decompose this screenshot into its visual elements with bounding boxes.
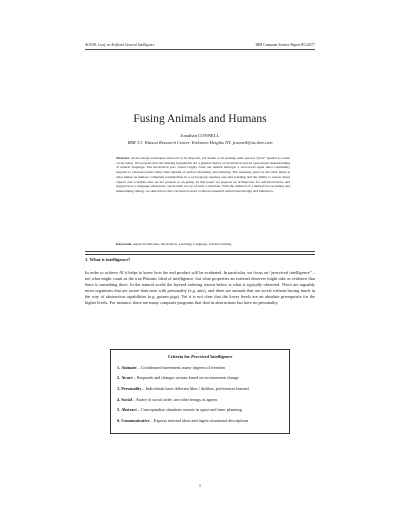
criteria-title-start: Criteria for: [167, 354, 192, 359]
criteria-item-social: [117, 397, 283, 403]
author-name: Jonathan CONNELL: [180, 133, 220, 138]
author-affiliation: IBM T.J. Watson Research Center, Yorktown Heights NY, jconnell@us.ibm.com: [127, 139, 273, 145]
criteria-name: Animate: [121, 364, 137, 370]
criteria-name: Aware: [121, 375, 133, 381]
header-report-number: IBM Computer Science Report RC24377: [255, 43, 315, 47]
criteria-description: – Conceptualize situations remote in space and time, planning: [136, 407, 242, 413]
criteria-description: – Coordinated movement, many degrees of freedom: [136, 364, 225, 370]
criteria-item-abstract: [117, 407, 283, 413]
abstract: [116, 156, 290, 194]
criteria-number: 4.: [117, 396, 121, 402]
criteria-description: – Express internal ideas and ingest situational descriptions: [149, 417, 249, 423]
criteria-number: 5.: [117, 407, 121, 413]
criteria-description: – Individuals have different likes / dislikes, preferences learned: [141, 385, 249, 391]
intro-paragraph: [85, 270, 315, 305]
criteria-description: – Aware of social order, use other beings as agents: [131, 396, 218, 402]
criteria-box: [110, 349, 290, 434]
criteria-number: 2.: [117, 375, 121, 381]
paper-title: Fusing Animals and Humans: [133, 113, 267, 125]
keywords: [116, 242, 290, 247]
criteria-name: Social: [121, 396, 132, 402]
intro-text-rest: intelligence” – not what might count as the true Platonic ideal of intelligence, but what properties an external observer might take as evidence that there is something there. In the natural world the layered ordering shown below is what is typically observed. There are arguably more organisms that are aware than ones with personality (e.g. ants), and there are animals that are social without having much in the way of abstraction capabilities (e.g. guinea pigs). Yet it is not clear that the lower levels are an absolute prerequisite for the higher levels. For instance, there are many computer programs that deal in abstractions but have no personality.: [85, 270, 315, 305]
criteria-item-communicative: [117, 418, 283, 424]
running-header: [85, 43, 315, 50]
criteria-number: 6.: [117, 417, 121, 423]
abstract-label: Abstract.: [116, 156, 131, 160]
criteria-name: Personality: [121, 385, 142, 391]
criteria-item-aware: [117, 375, 283, 381]
keywords-text: Agent architecture, Motivation, Learning, Language, Clicker training: [132, 242, 232, 246]
divider-top: [85, 251, 315, 252]
header-conference: AGI-08: Conf. on Artificial General Intelligence: [85, 43, 155, 47]
criteria-item-personality: [117, 386, 283, 392]
criteria-number: 3.: [117, 385, 121, 391]
criteria-title: [117, 354, 283, 360]
criteria-description: – Responds and changes actions based on environment change: [132, 375, 239, 381]
criteria-title-end: Intelligence: [209, 354, 233, 359]
criteria-name: Communicative: [121, 417, 150, 423]
criteria-number: 1.: [117, 364, 121, 370]
keywords-label: Keywords.: [116, 242, 133, 246]
intro-emphasis: perceived: [271, 270, 289, 275]
page-number: 1: [198, 483, 202, 488]
criteria-name: Abstract: [121, 407, 137, 413]
abstract-text: AI has many techniques and tools at its disposal, yet seems to be lacking some special “juice” needed to create a true being. We propose that the missing ingredients are a general theory of motivation and an operational understanding of natural language. The motivation part comes largely from our animal heritage: a real-world agent must continually respond to external events rather than depend on perfect modeling and planning. The language parts on the other hand, is what makes us human: competent participation in a social group requires one-shot learning and the ability to reason about objects and activities that are not present or on-going. In this paper we propose an architecture for self-motivation, and suggest how a language interpreter can be built on top of such a substrate. With the addition of a method for recording and internalizing dialog, we sketch how this can then be used to impart essential cultural knowledge and behaviors.: [116, 156, 290, 193]
section-heading: 1. What is intelligence?: [85, 257, 131, 262]
criteria-item-animate: [117, 365, 283, 371]
criteria-title-emphasis: Perceived: [191, 354, 210, 359]
intro-text-start: In order to achieve AI it helps to know how the end product will be evaluated. In particular, we focus on “: [85, 270, 272, 275]
divider-bottom: [85, 254, 315, 255]
